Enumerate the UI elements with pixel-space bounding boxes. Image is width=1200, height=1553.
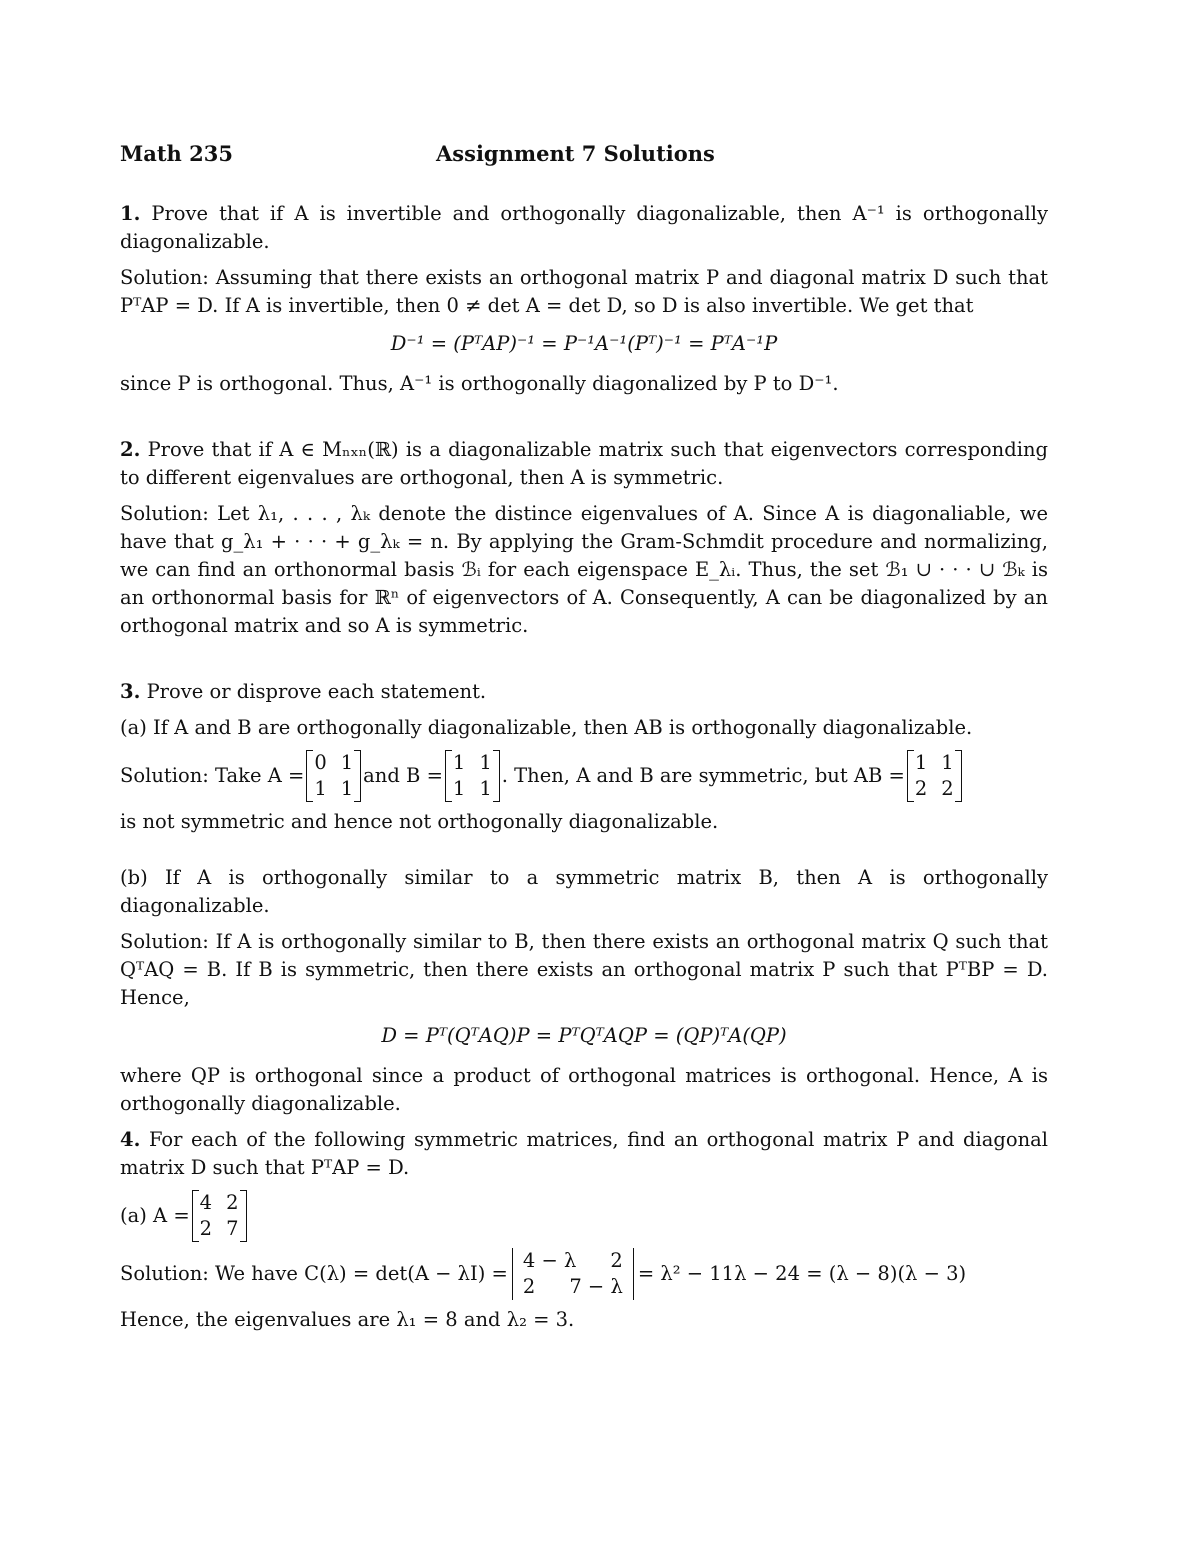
q4a-solution-suffix: = λ² − 11λ − 24 = (λ − 8)(λ − 3) — [637, 1262, 967, 1285]
q3a-solution-end: is not symmetric and hence not orthogonally diagonalizable. — [120, 810, 719, 833]
q1-conclusion: since P is orthogonal. Thus, A⁻¹ is orthogonally diagonalized by P to D⁻¹. — [120, 372, 839, 395]
matrix-cell: 7 — [226, 1217, 239, 1240]
matrix-cell: 2 — [610, 1249, 623, 1272]
q4a-label: (a) A = — [120, 1204, 190, 1227]
matrix-cell: 1 — [479, 777, 492, 800]
matrix-a — [306, 750, 361, 802]
q4a-solution-prefix: Solution: We have C(λ) = det(A − λI) = — [120, 1262, 508, 1285]
q3a-solution-line — [120, 750, 1048, 802]
matrix-cell: 1 — [941, 751, 954, 774]
q2-question — [120, 436, 1048, 492]
q3b-conclusion: where QP is orthogonal since a product of orthogonal matrices is orthogonal. Hence, A is orthogonally diagonalizable. — [120, 1064, 1048, 1115]
q3-question-text: Prove or disprove each statement. — [146, 680, 487, 703]
course-name: Math 235 — [120, 141, 233, 166]
matrix-cell: 2 — [522, 1275, 536, 1298]
matrix-cell: 2 — [226, 1191, 239, 1214]
matrix-a-q4 — [192, 1190, 247, 1242]
matrix-cell: 7 − λ — [569, 1275, 623, 1298]
q1-equation: D⁻¹ = (PᵀAP)⁻¹ = P⁻¹A⁻¹(Pᵀ)⁻¹ = PᵀA⁻¹P — [390, 332, 778, 355]
matrix-ab — [907, 750, 962, 802]
assignment-title: Assignment 7 Solutions — [436, 141, 715, 166]
q3-question — [120, 678, 1048, 706]
matrix-cell: 4 − λ — [522, 1249, 577, 1272]
q1-number: 1. — [120, 202, 141, 225]
document-page — [120, 140, 1048, 1342]
matrix-cell: 2 — [914, 777, 928, 800]
q4a-solution-line — [120, 1248, 1048, 1300]
q3a-statement: (a) If A and B are orthogonally diagonalizable, then AB is orthogonally diagonalizable. — [120, 716, 973, 739]
q2-solution: Solution: Let λ₁, . . . , λₖ denote the distince eigenvalues of A. Since A is diagonaliable, we have that g_λ₁ + · · · + g_λₖ = n. By applying the Gram-Schmdit procedure and normalizing, we can find an orthonormal basis ℬᵢ for each eigenspace E_λᵢ. Thus, the set ℬ₁ ∪ · · · ∪ ℬₖ is an orthonormal basis for ℝⁿ of eigenvectors of A. Consequently, A can be diagonalized by an orthogonal matrix and so A is symmetric. — [120, 502, 1048, 637]
matrix-cell: 1 — [452, 751, 466, 774]
q4-question-text: For each of the following symmetric matrices, find an orthogonal matrix P and diagonal matrix D such that PᵀAP = D. — [120, 1128, 1048, 1179]
q3-number: 3. — [120, 680, 141, 703]
q1-question — [120, 200, 1048, 256]
matrix-cell: 2 — [941, 777, 954, 800]
matrix-cell: 4 — [199, 1191, 213, 1214]
q2-number: 2. — [120, 438, 141, 461]
q3b-solution: Solution: If A is orthogonally similar to B, then there exists an orthogonal matrix Q such that QᵀAQ = B. If B is symmetric, then there exists an orthogonal matrix P such that PᵀBP = D. Hence, — [120, 930, 1048, 1009]
q3a-then-text: . Then, A and B are symmetric, but AB = — [501, 764, 905, 787]
q1-question-text: Prove that if A is invertible and orthogonally diagonalizable, then A⁻¹ is orthogonally diagonalizable. — [120, 202, 1048, 253]
matrix-cell: 1 — [452, 777, 466, 800]
matrix-cell: 0 — [314, 751, 327, 774]
matrix-cell: 2 — [199, 1217, 213, 1240]
q3a-take-text: Solution: Take A = — [120, 764, 305, 787]
matrix-b — [445, 750, 500, 802]
matrix-cell: 1 — [914, 751, 928, 774]
q3b-equation: D = Pᵀ(QᵀAQ)P = PᵀQᵀAQP = (QP)ᵀA(QP) — [381, 1024, 787, 1047]
header — [120, 140, 1048, 168]
matrix-cell: 1 — [340, 777, 354, 800]
determinant-matrix — [512, 1248, 634, 1300]
q4-question — [120, 1126, 1048, 1182]
q4a-eigenvalues: Hence, the eigenvalues are λ₁ = 8 and λ₂ = 3. — [120, 1308, 575, 1331]
q3a-and-text: and B = — [363, 764, 443, 787]
q4a-line — [120, 1190, 1048, 1242]
q3b-statement: (b) If A is orthogonally similar to a symmetric matrix B, then A is orthogonally diagonalizable. — [120, 866, 1048, 917]
q4-number: 4. — [120, 1128, 141, 1151]
q2-question-text: Prove that if A ∈ Mₙₓₙ(ℝ) is a diagonalizable matrix such that eigenvectors corresponding to different eigenvalues are orthogonal, then A is symmetric. — [120, 438, 1048, 489]
matrix-cell: 1 — [314, 777, 327, 800]
matrix-cell: 1 — [340, 751, 354, 774]
matrix-cell: 1 — [479, 751, 492, 774]
q1-solution-intro: Solution: Assuming that there exists an orthogonal matrix P and diagonal matrix D such that PᵀAP = D. If A is invertible, then 0 ≠ det A = det D, so D is also invertible. We get that — [120, 266, 1048, 317]
